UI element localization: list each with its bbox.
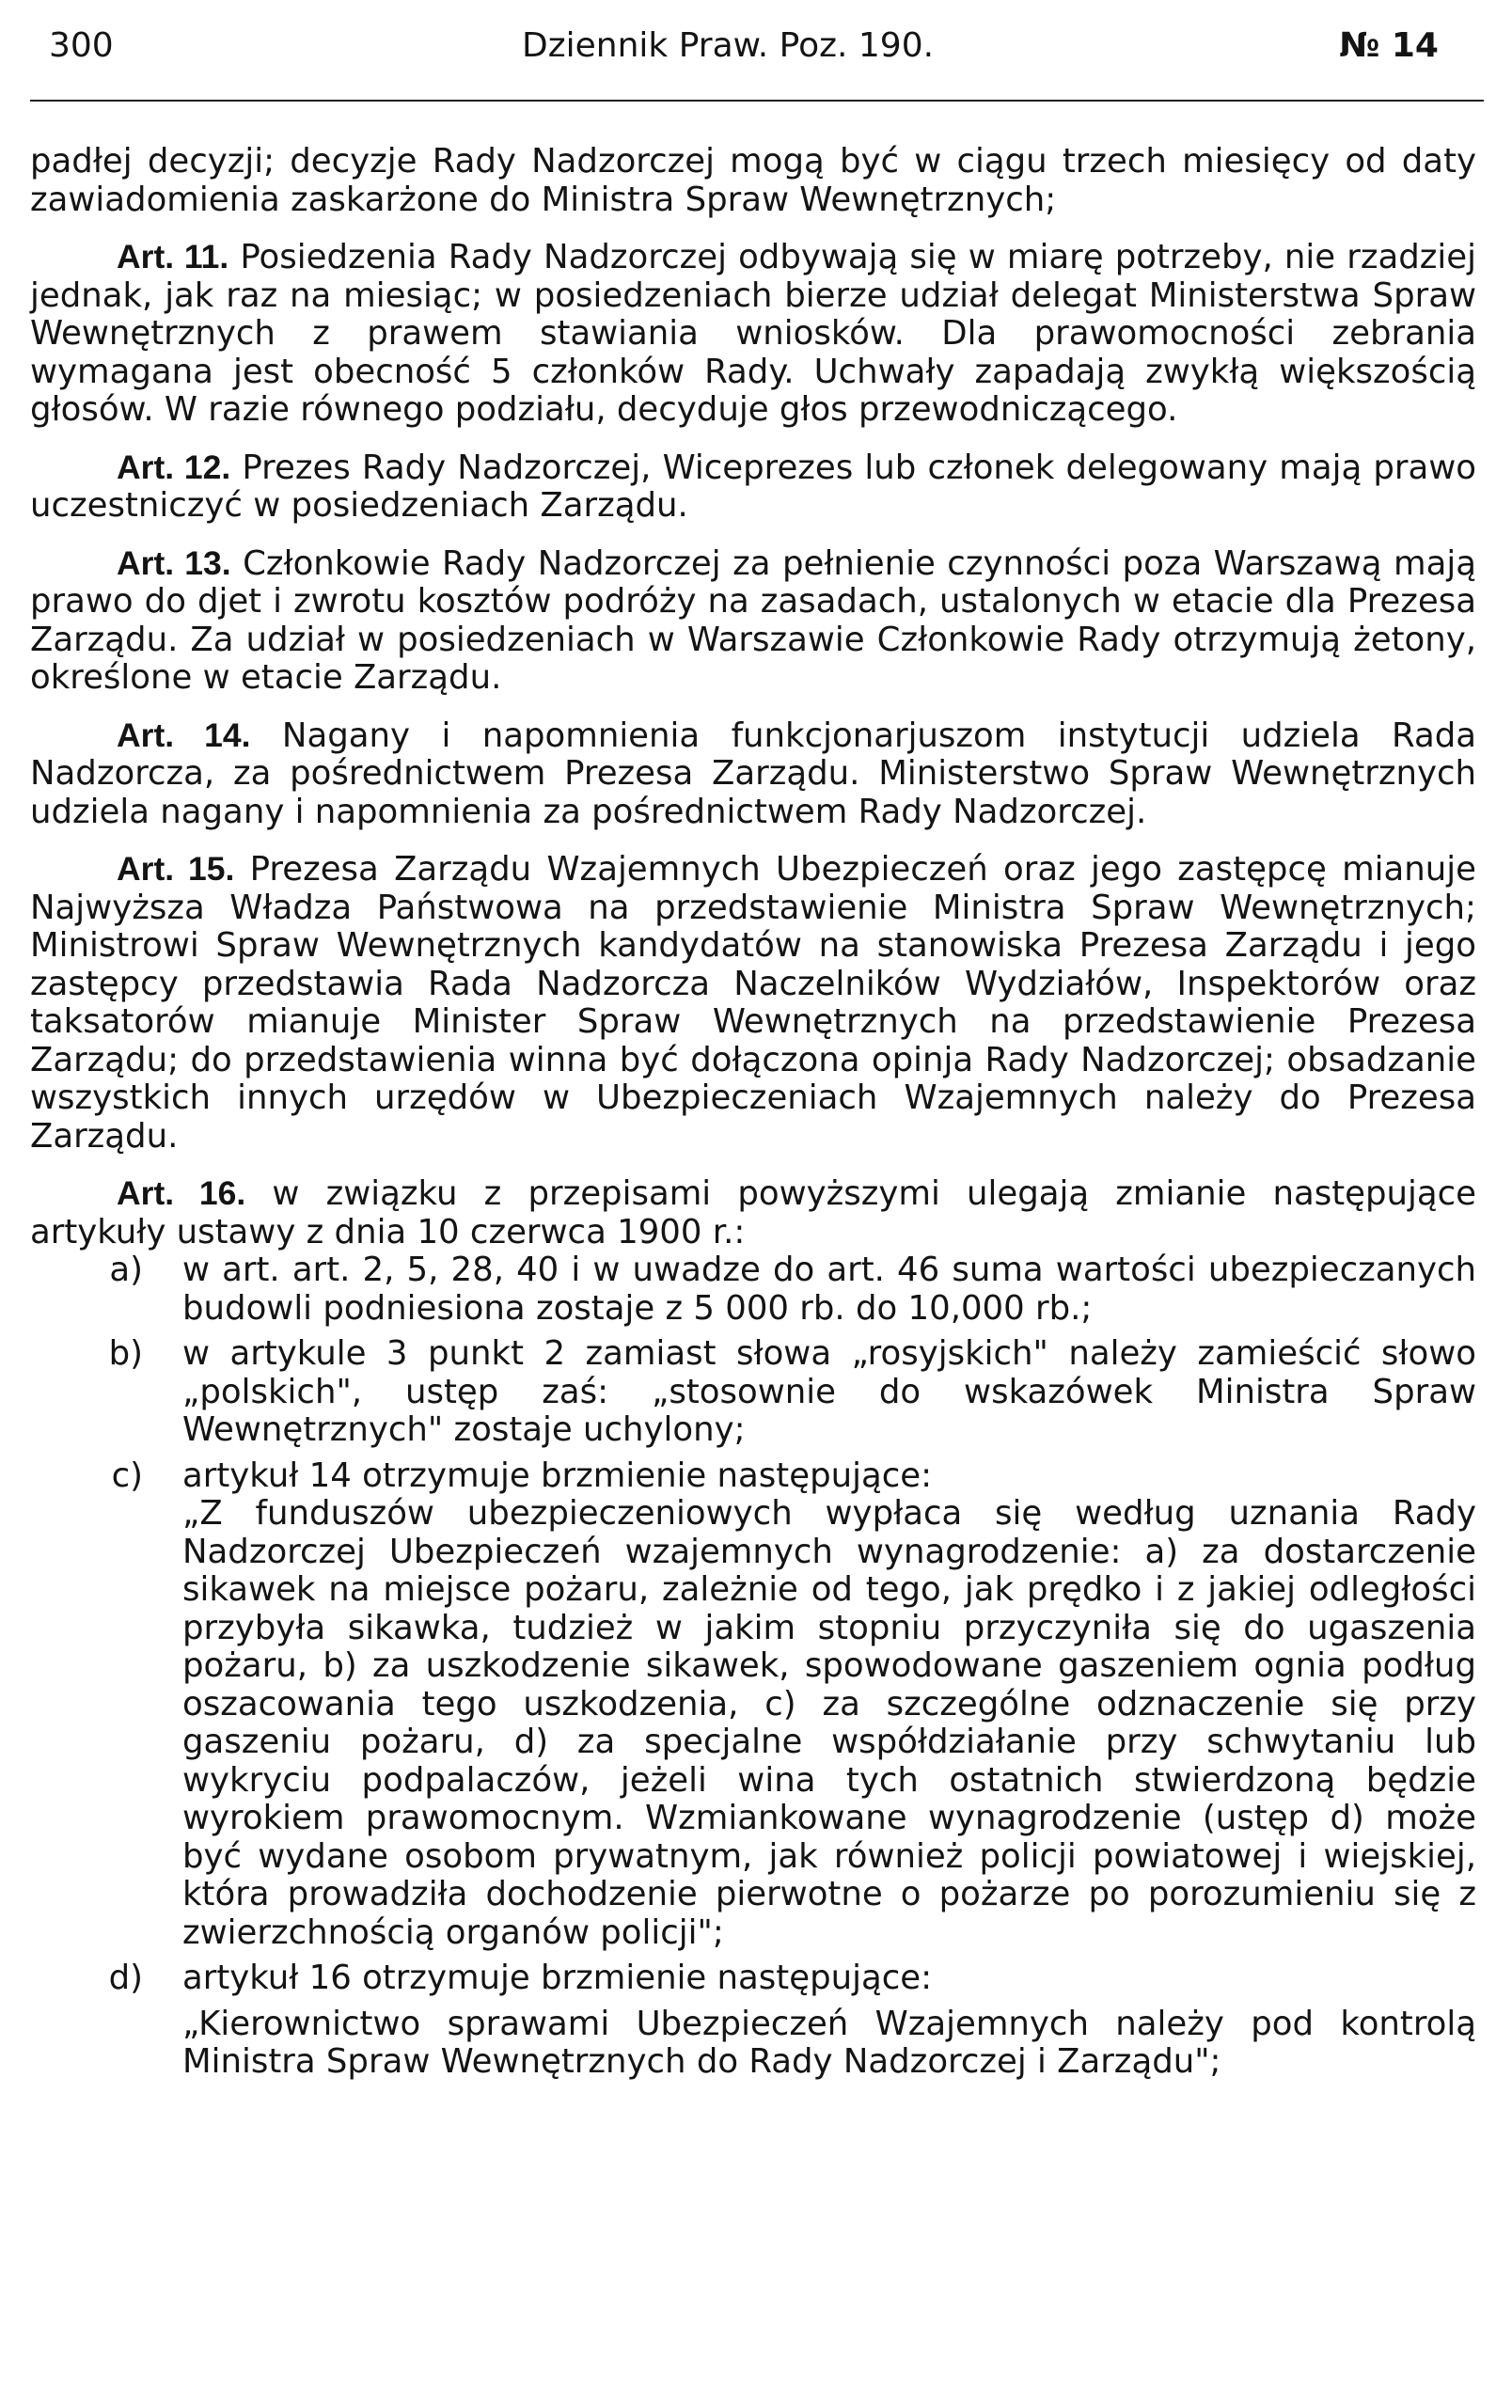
article-label: Art. 11. (117, 238, 229, 275)
article-text: Prezes Rady Nadzorczej, Wiceprezes lub członek delegowany mają prawo uczestniczyć w posiedzeniach Zarządu. (30, 448, 1476, 525)
header-rule (30, 100, 1484, 102)
item-letter: b) (108, 1334, 143, 1373)
page-header (0, 23, 1512, 70)
journal-title: Dziennik Praw. Poz. 190. (522, 26, 935, 65)
page-number: 300 (49, 26, 114, 65)
item-quote: „Kierownictwo sprawami Ubezpieczeń Wzajemnych należy pod kontrolą Ministra Spraw Wewnętrznych do Rady Nadzorczej i Zarządu"; (182, 2004, 1476, 2081)
article-text: Nagany i napomnienia funkcjonarjuszom instytucji udziela Rada Nadzorcza, za pośrednictwem Prezesa Zarządu. Ministerstwo Spraw Wewnętrznych udziela nagany i napomnienia za pośrednictwem Rady Nadzorczej. (30, 716, 1476, 831)
article-text: w związku z przepisami powyższymi ulegają zmianie następujące artykuły ustawy z dnia 10 czerwca 1900 r.: (30, 1174, 1476, 1251)
article-16 (30, 1174, 1476, 1251)
amendment-item-a (30, 1251, 1476, 1328)
item-text: w art. art. 2, 5, 28, 40 i w uwadze do art. 46 suma wartości ubezpieczanych budowli podniesiona zostaje z 5 000 rb. do 10,000 rb.; (182, 1251, 1476, 1328)
amendment-list (30, 1251, 1476, 2082)
item-letter: a) (109, 1251, 143, 1289)
amendment-item-b (30, 1335, 1476, 1450)
amendment-item-d (30, 1959, 1476, 2082)
article-text: Członkowie Rady Nadzorczej za pełnienie czynności poza Warszawą mają prawo do djet i zwrotu kosztów podróży na zasadach, ustalonych w etacie dla Prezesa Zarządu. Za udział w posiedzeniach w Warszawie Członkowie Rady otrzymują żetony, określone w etacie Zarządu. (30, 543, 1476, 697)
article-label: Art. 12. (117, 448, 231, 486)
document-body (30, 143, 1476, 2089)
issue-number: № 14 (1339, 26, 1439, 65)
article-15 (30, 850, 1476, 1156)
article-13 (30, 544, 1476, 698)
item-body (182, 1457, 1476, 1953)
item-text: artykuł 16 otrzymuje brzmienie następujące: (182, 1959, 933, 1997)
article-label: Art. 13. (117, 543, 231, 582)
item-text: w artykule 3 punkt 2 zamiast słowa „rosyjskich" należy zamieścić słowo „polskich", ustęp zaś: „stosownie do wskazówek Ministra Spraw Wewnętrznych" zostaje uchylony; (182, 1334, 1476, 1449)
item-letter: d) (108, 1959, 143, 1997)
amendment-item-c (30, 1457, 1476, 1953)
article-text: Prezesa Zarządu Wzajemnych Ubezpieczeń oraz jego zastępcę mianuje Najwyższa Władza Państwowa na przedstawienie Ministra Spraw Wewnętrznych; Ministrowi Spraw Wewnętrznych kandydatów na stanowiska Prezesa Zarządu i jego zastępcy przedstawia Rada Nadzorcza Naczelników Wydziałów, Inspektorów oraz taksatorów mianuje Minister Spraw Wewnętrznych na przedstawienie Prezesa Zarządu; do przedstawienia winna być dołączona opinja Rady Nadzorczej; obsadzanie wszystkich innych urzędów w Ubezpieczeniach Wzajemnych należy do Prezesa Zarządu. (30, 850, 1476, 1156)
article-11 (30, 238, 1476, 430)
article-12 (30, 449, 1476, 526)
item-quote: „Z funduszów ubezpieczeniowych wypłaca się według uznania Rady Nadzorczej Ubezpieczeń wzajemnych wynagrodzenie: a) za dostarczenie sikawek na miejsce pożaru, zależnie od tego, jak prędko i z jakiej odległości przybyła sikawka, tudzież w jakim stopniu przyczyniła się do ugaszenia pożaru, b) za uszkodzenie sikawek, spowodowane gaszeniem ognia podług oszacowania tego uszkodzenia, c) za szczególne odznaczenie się przy gaszeniu pożaru, d) za specjalne współdziałanie przy schwytaniu lub wykryciu podpalaczów, jeżeli wina tych ostatnich stwierdzoną będzie wyrokiem prawomocnym. Wzmiankowane wynagrodzenie (ustęp d) może być wydane osobom prywatnym, jak również policji powiatowej i wiejskiej, która prowadziła dochodzenie pierwotne o pożarze po porozumieniu się z zwierzchnością organów policji"; (182, 1494, 1476, 1952)
article-label: Art. 14. (117, 716, 251, 754)
item-text: artykuł 14 otrzymuje brzmienie następujące: (182, 1456, 933, 1495)
item-body (182, 1335, 1476, 1450)
item-letter: c) (111, 1456, 143, 1495)
item-body (182, 1959, 1476, 2082)
article-label: Art. 16. (117, 1174, 246, 1212)
article-14 (30, 716, 1476, 832)
intro-paragraph: padłej decyzji; decyzje Rady Nadzorczej mogą być w ciągu trzech miesięcy od daty zawiadomienia zaskarżone do Ministra Spraw Wewnętrznych; (30, 142, 1476, 219)
item-body (182, 1251, 1476, 1328)
article-label: Art. 15. (117, 850, 235, 888)
article-text: Posiedzenia Rady Nadzorczej odbywają się w miarę potrzeby, nie rzadziej jednak, jak raz na miesiąc; w posiedzeniach bierze udział delegat Ministerstwa Spraw Wewnętrznych z prawem stawiania wniosków. Dla prawomocności zebrania wymagana jest obecność 5 członków Rady. Uchwały zapadają zwykłą większością głosów. W razie równego podziału, decyduje głos przewodniczącego. (30, 238, 1476, 429)
